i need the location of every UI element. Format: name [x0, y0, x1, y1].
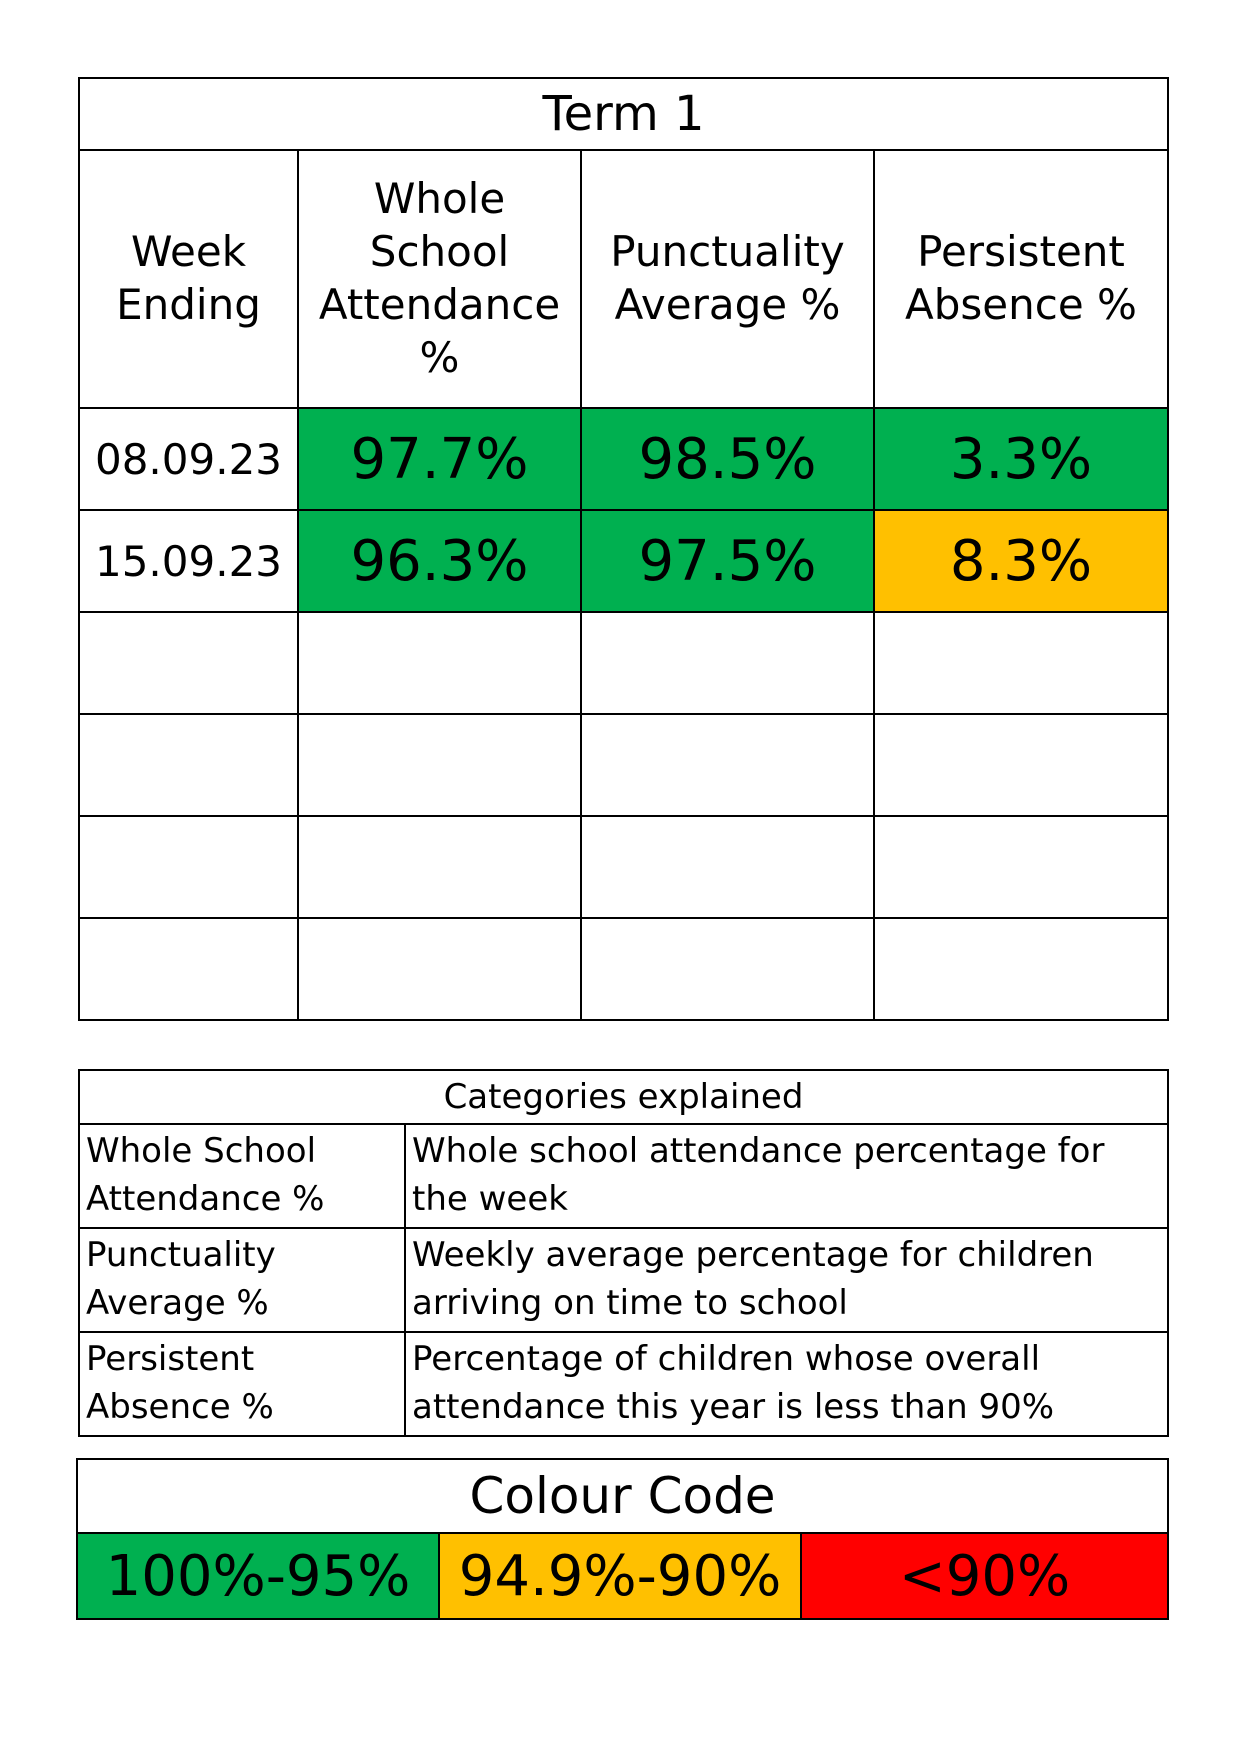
table-row: [79, 408, 1168, 510]
table-row-empty: [79, 714, 1168, 816]
header-attendance: Whole School Attendance %: [298, 150, 581, 408]
category-row: [79, 1228, 1168, 1332]
empty-cell: [874, 612, 1168, 714]
week-ending-cell: 15.09.23: [79, 510, 298, 612]
category-description: Whole school attendance percentage for the week: [405, 1124, 1168, 1228]
colour-band-red: <90%: [801, 1533, 1168, 1619]
empty-cell: [79, 714, 298, 816]
table-row-empty: [79, 816, 1168, 918]
term-attendance-table: [78, 77, 1169, 1021]
table-row-empty: [79, 918, 1168, 1020]
category-term: Whole School Attendance %: [79, 1124, 405, 1228]
empty-cell: [581, 714, 874, 816]
empty-cell: [79, 612, 298, 714]
empty-cell: [581, 918, 874, 1020]
category-term: Persistent Absence %: [79, 1332, 405, 1436]
persistent-absence-cell: 3.3%: [874, 408, 1168, 510]
empty-cell: [581, 612, 874, 714]
table-row: [79, 510, 1168, 612]
categories-table: [78, 1069, 1169, 1437]
punctuality-cell: 97.5%: [581, 510, 874, 612]
empty-cell: [581, 816, 874, 918]
persistent-absence-cell: 8.3%: [874, 510, 1168, 612]
colour-code-title: Colour Code: [77, 1459, 1168, 1533]
category-description: Percentage of children whose overall attendance this year is less than 90%: [405, 1332, 1168, 1436]
punctuality-cell: 98.5%: [581, 408, 874, 510]
term-title: Term 1: [79, 78, 1168, 150]
empty-cell: [298, 612, 581, 714]
empty-cell: [298, 816, 581, 918]
empty-cell: [874, 816, 1168, 918]
attendance-cell: 96.3%: [298, 510, 581, 612]
categories-title: Categories explained: [79, 1070, 1168, 1124]
week-ending-cell: 08.09.23: [79, 408, 298, 510]
empty-cell: [79, 918, 298, 1020]
table-row-empty: [79, 612, 1168, 714]
category-row: [79, 1124, 1168, 1228]
header-week-ending: Week Ending: [79, 150, 298, 408]
empty-cell: [298, 918, 581, 1020]
colour-band-amber: 94.9%-90%: [439, 1533, 801, 1619]
colour-band-green: 100%-95%: [77, 1533, 439, 1619]
category-description: Weekly average percentage for children arriving on time to school: [405, 1228, 1168, 1332]
colour-code-table: [76, 1458, 1169, 1620]
header-punctuality: Punctuality Average %: [581, 150, 874, 408]
attendance-cell: 97.7%: [298, 408, 581, 510]
empty-cell: [79, 816, 298, 918]
empty-cell: [298, 714, 581, 816]
header-persistent-absence: Persistent Absence %: [874, 150, 1168, 408]
category-term: Punctuality Average %: [79, 1228, 405, 1332]
empty-cell: [874, 918, 1168, 1020]
empty-cell: [874, 714, 1168, 816]
category-row: [79, 1332, 1168, 1436]
